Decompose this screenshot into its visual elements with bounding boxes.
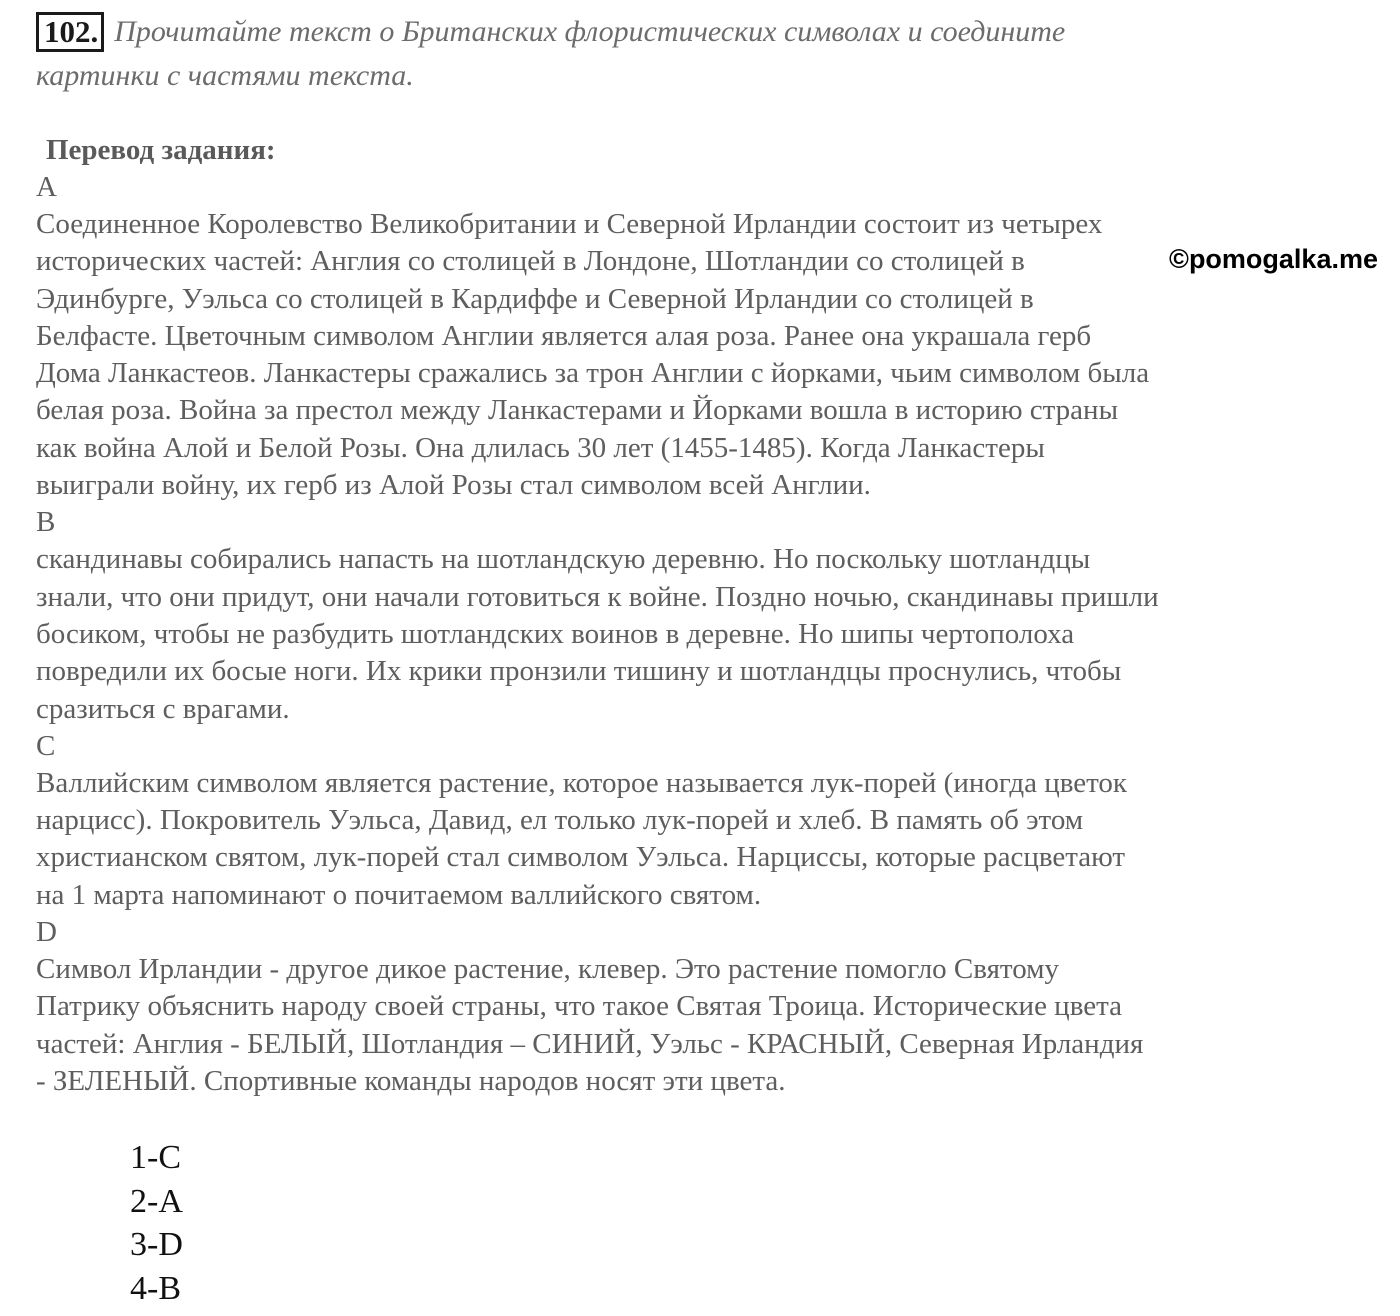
paragraph-line: как война Алой и Белой Розы. Она длилась 30 лет (1455-1485). Когда Ланкастеры bbox=[36, 431, 1045, 464]
paragraph-line: белая роза. Война за престол между Ланкастерами и Йорками вошла в историю страны bbox=[36, 394, 1119, 427]
paragraph-line: Белфасте. Цветочным символом Англии является алая роза. Ранее она украшала герб bbox=[36, 319, 1092, 352]
answer-item: 3-D bbox=[130, 1226, 183, 1263]
paragraph-line: на 1 марта напоминают о почитаемом валлийского святом. bbox=[36, 878, 762, 911]
section-letter: B bbox=[36, 506, 56, 539]
section-letter: D bbox=[36, 916, 57, 949]
paragraph-line: Патрику объяснить народу своей страны, что такое Святая Троица. Исторические цвета bbox=[36, 990, 1122, 1023]
paragraph-line: выиграли войну, их герб из Алой Розы стал символом всей Англии. bbox=[36, 469, 871, 502]
answer-item: 1-C bbox=[130, 1139, 181, 1176]
task-instruction-line2: картинки с частями текста. bbox=[36, 59, 414, 92]
paragraph-line: знали, что они придут, они начали готовиться к войне. Поздно ночью, скандинавы пришли bbox=[36, 580, 1159, 613]
section-b bbox=[36, 504, 1366, 727]
paragraph-line: нарцисс). Покровитель Уэльса, Давид, ел только лук-порей и хлеб. В память об этом bbox=[36, 804, 1084, 837]
paragraph-line: босиком, чтобы не разбудить шотландских воинов в деревне. Но шипы чертополоха bbox=[36, 617, 1075, 650]
paragraph-line: Эдинбурге, Уэльса со столицей в Кардиффе и Северной Ирландии со столицей в bbox=[36, 282, 1034, 315]
translation-block bbox=[36, 132, 1366, 1100]
paragraph-line: скандинавы собирались напасть на шотландскую деревню. Но поскольку шотландцы bbox=[36, 543, 1091, 576]
task-number: 102. bbox=[36, 12, 104, 52]
section-letter: A bbox=[36, 171, 57, 203]
paragraph-line: исторических частей: Англия со столицей в Лондоне, Шотландии со столицей в bbox=[36, 245, 1025, 278]
paragraph-line: частей: Англия - БЕЛЫЙ, Шотландия – СИНИЙ, Уэльс - КРАСНЫЙ, Северная Ирландия bbox=[36, 1027, 1144, 1060]
paragraph-line: - ЗЕЛЕНЫЙ. Спортивные команды народов носят эти цвета. bbox=[36, 1064, 786, 1097]
paragraph-line: сразиться с врагами. bbox=[36, 692, 290, 725]
answer-item: 2-A bbox=[130, 1182, 183, 1220]
section-letter: C bbox=[36, 729, 56, 762]
section-d bbox=[36, 914, 1366, 1100]
task-header bbox=[36, 12, 1376, 52]
paragraph-line: христианском святом, лук-порей стал символом Уэльса. Нарциссы, которые расцветают bbox=[36, 841, 1126, 874]
paragraph-line: Валлийским символом является растение, которое называется лук-порей (иногда цветок bbox=[36, 766, 1127, 799]
paragraph-line: Символ Ирландии - другое дикое растение, клевер. Это растение помогло Святому bbox=[36, 953, 1060, 986]
answer-list bbox=[130, 1136, 183, 1310]
watermark: ©pomogalka.me bbox=[1169, 244, 1378, 274]
paragraph-line: Дома Ланкастеов. Ланкастеры сражались за трон Англии с йорками, чьим символом была bbox=[36, 357, 1150, 390]
answer-item: 4-B bbox=[130, 1269, 181, 1307]
section-c bbox=[36, 728, 1366, 914]
task-instruction-line1: Прочитайте текст о Британских флористических символах и соедините bbox=[114, 15, 1066, 48]
paragraph-line: Соединенное Королевство Великобритании и Северной Ирландии состоит из четырех bbox=[36, 208, 1103, 240]
section-a bbox=[36, 169, 1366, 504]
paragraph-line: повредили их босые ноги. Их крики пронзили тишину и шотландцы проснулись, чтобы bbox=[36, 655, 1122, 688]
translation-heading: Перевод задания: bbox=[46, 134, 276, 166]
